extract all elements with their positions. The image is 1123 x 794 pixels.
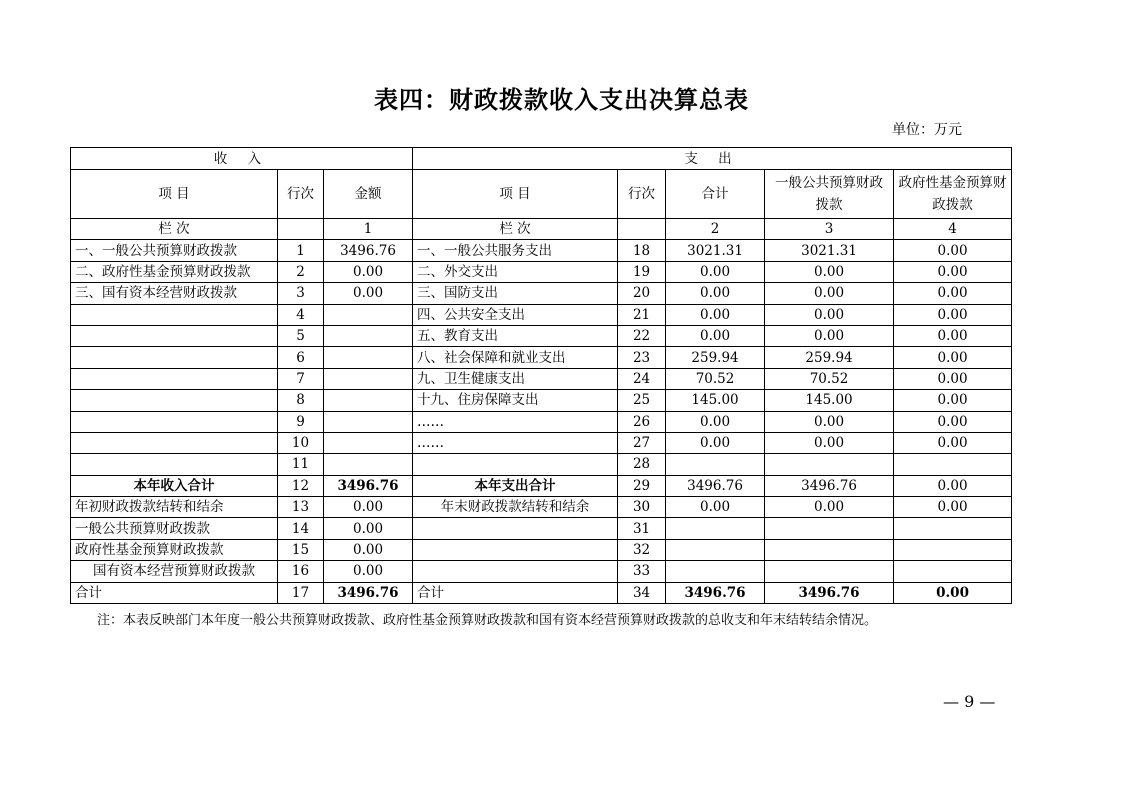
expense-total-cell: [666, 539, 765, 560]
page-title: 表四：财政拨款收入支出决算总表: [374, 85, 749, 114]
general-budget-cell: [765, 539, 894, 560]
income-item-cell: 合计: [71, 582, 278, 603]
income-rowno-cell: 9: [278, 411, 324, 432]
expense-rowno-cell: 21: [618, 304, 666, 325]
expense-item-cell: 二、外交支出: [413, 261, 618, 282]
expense-rowno-cell: 33: [618, 561, 666, 582]
expense-item-cell: 年末财政拨款结转和结余: [413, 497, 618, 518]
expense-item-cell: ……: [413, 411, 618, 432]
gov-fund-header: 政府性基金预算财政拨款: [894, 170, 1012, 219]
expense-rowno-header: 行次: [618, 170, 666, 219]
income-item-header: 项 目: [71, 170, 278, 219]
expense-rowno-cell: 25: [618, 390, 666, 411]
gov-fund-cell: 0.00: [894, 325, 1012, 346]
general-budget-cell: 0.00: [765, 497, 894, 518]
expense-total-cell: 3496.76: [666, 582, 765, 603]
budget-table: [70, 147, 1012, 604]
income-rowno-header: 行次: [278, 170, 324, 219]
table-row: [71, 368, 1012, 389]
income-item-cell: [71, 454, 278, 475]
expense-rowno-cell: 34: [618, 582, 666, 603]
expense-rowno-cell: 20: [618, 283, 666, 304]
income-item-cell: [71, 432, 278, 453]
unit-label: 单位：万元: [892, 122, 962, 138]
expense-item-cell: 十九、住房保障支出: [413, 390, 618, 411]
expense-section-header: 支 出: [413, 148, 1012, 170]
expense-item-cell: 五、教育支出: [413, 325, 618, 346]
col-index-4: 4: [894, 219, 1012, 240]
income-section-header: 收 入: [71, 148, 413, 170]
expense-rowno-cell: 22: [618, 325, 666, 346]
general-budget-cell: 3496.76: [765, 475, 894, 496]
income-amount-cell: [324, 368, 413, 389]
expense-total-cell: 0.00: [666, 432, 765, 453]
income-amount-cell: 3496.76: [324, 582, 413, 603]
expense-rowno-cell: 24: [618, 368, 666, 389]
expense-item-cell: ……: [413, 432, 618, 453]
income-rowno-cell: 15: [278, 539, 324, 560]
income-amount-cell: 0.00: [324, 561, 413, 582]
income-amount-header: 金额: [324, 170, 413, 219]
section-header-row: [71, 148, 1012, 170]
general-budget-cell: 145.00: [765, 390, 894, 411]
gov-fund-cell: [894, 561, 1012, 582]
income-rowno-cell: 6: [278, 347, 324, 368]
table-row: [71, 304, 1012, 325]
expense-total-cell: [666, 561, 765, 582]
income-rowno-cell: 5: [278, 325, 324, 346]
col-index-label-right: 栏 次: [413, 219, 618, 240]
income-amount-cell: [324, 304, 413, 325]
column-index-row: [71, 219, 1012, 240]
income-amount-cell: 3496.76: [324, 240, 413, 261]
income-rowno-cell: 2: [278, 261, 324, 282]
gov-fund-cell: [894, 518, 1012, 539]
income-item-cell: [71, 411, 278, 432]
expense-total-cell: 3021.31: [666, 240, 765, 261]
income-rowno-cell: 16: [278, 561, 324, 582]
table-row: [71, 411, 1012, 432]
income-rowno-cell: 8: [278, 390, 324, 411]
income-item-cell: 国有资本经营预算财政拨款: [71, 561, 278, 582]
table-row: [71, 582, 1012, 603]
general-budget-cell: [765, 454, 894, 475]
expense-total-cell: 0.00: [666, 325, 765, 346]
general-budget-cell: 3496.76: [765, 582, 894, 603]
income-item-cell: [71, 368, 278, 389]
table-row: [71, 497, 1012, 518]
income-item-cell: 本年收入合计: [71, 475, 278, 496]
expense-total-cell: 0.00: [666, 261, 765, 282]
gov-fund-cell: 0.00: [894, 347, 1012, 368]
general-budget-cell: 3021.31: [765, 240, 894, 261]
general-budget-cell: 0.00: [765, 283, 894, 304]
gov-fund-cell: 0.00: [894, 368, 1012, 389]
income-item-cell: [71, 304, 278, 325]
income-rowno-cell: 17: [278, 582, 324, 603]
income-item-cell: 三、国有资本经营财政拨款: [71, 283, 278, 304]
expense-item-cell: [413, 454, 618, 475]
expense-rowno-cell: 31: [618, 518, 666, 539]
expense-item-cell: 合计: [413, 582, 618, 603]
expense-total-cell: [666, 518, 765, 539]
general-budget-cell: [765, 518, 894, 539]
expense-rowno-cell: 28: [618, 454, 666, 475]
income-amount-cell: 0.00: [324, 497, 413, 518]
general-budget-cell: 0.00: [765, 304, 894, 325]
gov-fund-cell: 0.00: [894, 261, 1012, 282]
expense-total-cell: 3496.76: [666, 475, 765, 496]
income-item-cell: 一、一般公共预算财政拨款: [71, 240, 278, 261]
table-row: [71, 475, 1012, 496]
col-index-2: 2: [666, 219, 765, 240]
column-header-row: [71, 170, 1012, 219]
table-row: [71, 347, 1012, 368]
expense-item-cell: 三、国防支出: [413, 283, 618, 304]
col-index-1: 1: [324, 219, 413, 240]
expense-item-cell: 一、一般公共服务支出: [413, 240, 618, 261]
expense-rowno-cell: 27: [618, 432, 666, 453]
table-row: [71, 518, 1012, 539]
general-budget-header: 一般公共预算财政拨款: [765, 170, 894, 219]
expense-total-cell: 0.00: [666, 497, 765, 518]
income-rowno-cell: 3: [278, 283, 324, 304]
gov-fund-cell: 0.00: [894, 390, 1012, 411]
gov-fund-cell: 0.00: [894, 304, 1012, 325]
gov-fund-cell: 0.00: [894, 497, 1012, 518]
income-amount-cell: [324, 411, 413, 432]
gov-fund-cell: [894, 539, 1012, 560]
income-amount-cell: [324, 347, 413, 368]
income-amount-cell: 0.00: [324, 539, 413, 560]
expense-item-cell: [413, 518, 618, 539]
income-rowno-cell: 14: [278, 518, 324, 539]
general-budget-cell: 0.00: [765, 411, 894, 432]
income-rowno-cell: 10: [278, 432, 324, 453]
general-budget-cell: 0.00: [765, 432, 894, 453]
col-index-empty: [618, 219, 666, 240]
expense-item-cell: 九、卫生健康支出: [413, 368, 618, 389]
col-index-label-left: 栏 次: [71, 219, 278, 240]
expense-total-cell: [666, 454, 765, 475]
expense-rowno-cell: 23: [618, 347, 666, 368]
col-index-3: 3: [765, 219, 894, 240]
expense-item-cell: [413, 539, 618, 560]
expense-item-cell: 本年支出合计: [413, 475, 618, 496]
expense-item-cell: [413, 561, 618, 582]
expense-total-cell: 0.00: [666, 411, 765, 432]
expense-rowno-cell: 19: [618, 261, 666, 282]
income-amount-cell: 0.00: [324, 518, 413, 539]
col-index-empty: [278, 219, 324, 240]
income-rowno-cell: 4: [278, 304, 324, 325]
expense-total-cell: 145.00: [666, 390, 765, 411]
income-amount-cell: 0.00: [324, 261, 413, 282]
income-amount-cell: [324, 390, 413, 411]
expense-total-cell: 70.52: [666, 368, 765, 389]
table-row: [71, 390, 1012, 411]
general-budget-cell: 0.00: [765, 325, 894, 346]
income-item-cell: 政府性基金预算财政拨款: [71, 539, 278, 560]
gov-fund-cell: 0.00: [894, 432, 1012, 453]
income-amount-cell: 3496.76: [324, 475, 413, 496]
income-item-cell: [71, 325, 278, 346]
general-budget-cell: 70.52: [765, 368, 894, 389]
table-row: [71, 240, 1012, 261]
table-row: [71, 539, 1012, 560]
table-row: [71, 432, 1012, 453]
income-rowno-cell: 1: [278, 240, 324, 261]
income-rowno-cell: 11: [278, 454, 324, 475]
footnote: 注：本表反映部门本年度一般公共预算财政拨款、政府性基金预算财政拨款和国有资本经营预算财政拨款的总收支和年末结转结余情况。: [97, 613, 878, 628]
expense-rowno-cell: 32: [618, 539, 666, 560]
income-item-cell: [71, 347, 278, 368]
general-budget-cell: [765, 561, 894, 582]
income-item-cell: 年初财政拨款结转和结余: [71, 497, 278, 518]
gov-fund-cell: 0.00: [894, 475, 1012, 496]
expense-rowno-cell: 18: [618, 240, 666, 261]
gov-fund-cell: [894, 454, 1012, 475]
expense-item-cell: 四、公共安全支出: [413, 304, 618, 325]
expense-rowno-cell: 29: [618, 475, 666, 496]
income-item-cell: 二、政府性基金预算财政拨款: [71, 261, 278, 282]
page-number: — 9 —: [943, 692, 996, 711]
income-amount-cell: [324, 454, 413, 475]
income-rowno-cell: 12: [278, 475, 324, 496]
income-amount-cell: 0.00: [324, 283, 413, 304]
income-rowno-cell: 7: [278, 368, 324, 389]
table-row: [71, 325, 1012, 346]
expense-rowno-cell: 26: [618, 411, 666, 432]
gov-fund-cell: 0.00: [894, 283, 1012, 304]
expense-item-header: 项 目: [413, 170, 618, 219]
expense-rowno-cell: 30: [618, 497, 666, 518]
expense-total-cell: 0.00: [666, 304, 765, 325]
income-amount-cell: [324, 432, 413, 453]
table-row: [71, 454, 1012, 475]
income-item-cell: [71, 390, 278, 411]
gov-fund-cell: 0.00: [894, 582, 1012, 603]
general-budget-cell: 0.00: [765, 261, 894, 282]
expense-item-cell: 八、社会保障和就业支出: [413, 347, 618, 368]
income-amount-cell: [324, 325, 413, 346]
table-row: [71, 261, 1012, 282]
general-budget-cell: 259.94: [765, 347, 894, 368]
income-item-cell: 一般公共预算财政拨款: [71, 518, 278, 539]
expense-total-cell: 0.00: [666, 283, 765, 304]
table-row: [71, 283, 1012, 304]
expense-total-header: 合计: [666, 170, 765, 219]
income-rowno-cell: 13: [278, 497, 324, 518]
table-row: [71, 561, 1012, 582]
expense-total-cell: 259.94: [666, 347, 765, 368]
gov-fund-cell: 0.00: [894, 240, 1012, 261]
gov-fund-cell: 0.00: [894, 411, 1012, 432]
